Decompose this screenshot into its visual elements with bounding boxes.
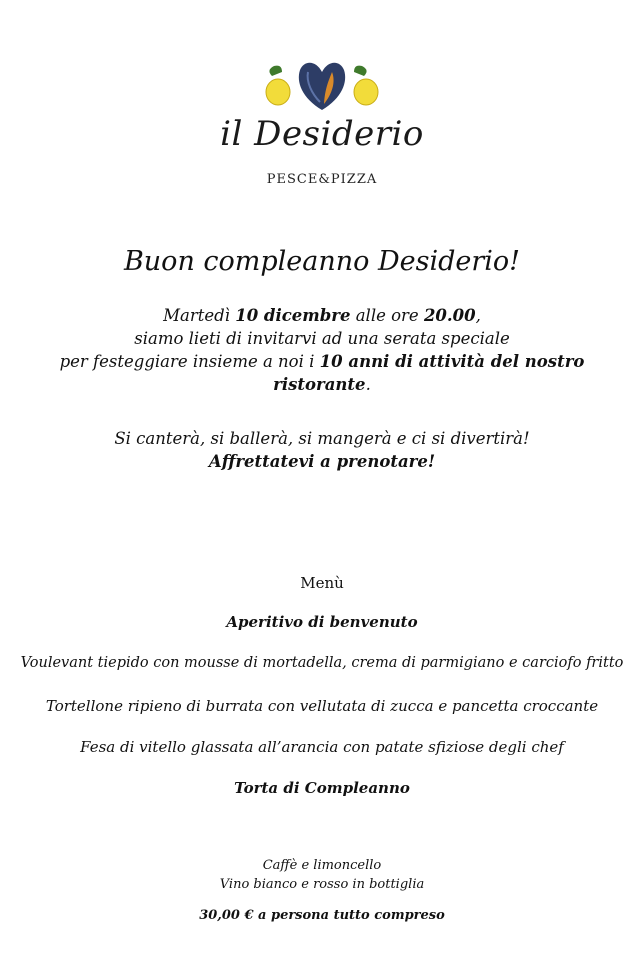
invite-paragraph bbox=[40, 304, 604, 396]
menu-extra: Vino bianco e rosso in bottiglia bbox=[219, 877, 425, 892]
menu-course: Fesa di vitello glassata all’arancia con patate sfiziose degli chef bbox=[80, 738, 564, 756]
menu-course: Aperitivo di benvenuto bbox=[226, 613, 418, 631]
restaurant-name: il Desiderio bbox=[220, 114, 424, 154]
menu-course: Torta di Compleanno bbox=[234, 779, 410, 797]
menu-title: Menù bbox=[300, 574, 344, 592]
mussel-and-lemons-icon bbox=[262, 58, 382, 114]
fun-paragraph bbox=[40, 427, 604, 473]
restaurant-tagline: PESCE&PIZZA bbox=[266, 172, 378, 187]
invite-line-1: Martedì 10 dicembre alle ore 20.00, bbox=[163, 306, 481, 325]
menu-course: Voulevant tiepido con mousse di mortadella, crema di parmigiano e carciofo fritto bbox=[20, 655, 624, 671]
invite-line-2: siamo lieti di invitarvi ad una serata speciale bbox=[134, 329, 510, 348]
fun-line-2: Affrettatevi a prenotare! bbox=[208, 452, 436, 471]
invite-line-4: ristorante. bbox=[273, 375, 371, 394]
menu-extra: Caffè e limoncello bbox=[262, 858, 382, 873]
menu-extras bbox=[0, 856, 644, 894]
headline: Buon compleanno Desiderio! bbox=[123, 246, 521, 277]
menu-price: 30,00 € a persona tutto compreso bbox=[199, 908, 445, 923]
fun-line-1: Si canterà, si ballerà, si mangerà e ci si divertirà! bbox=[114, 429, 530, 448]
menu-course: Tortellone ripieno di burrata con vellutata di zucca e pancetta croccante bbox=[45, 697, 599, 715]
invite-line-3: per festeggiare insieme a noi i 10 anni di attività del nostro bbox=[59, 352, 585, 371]
